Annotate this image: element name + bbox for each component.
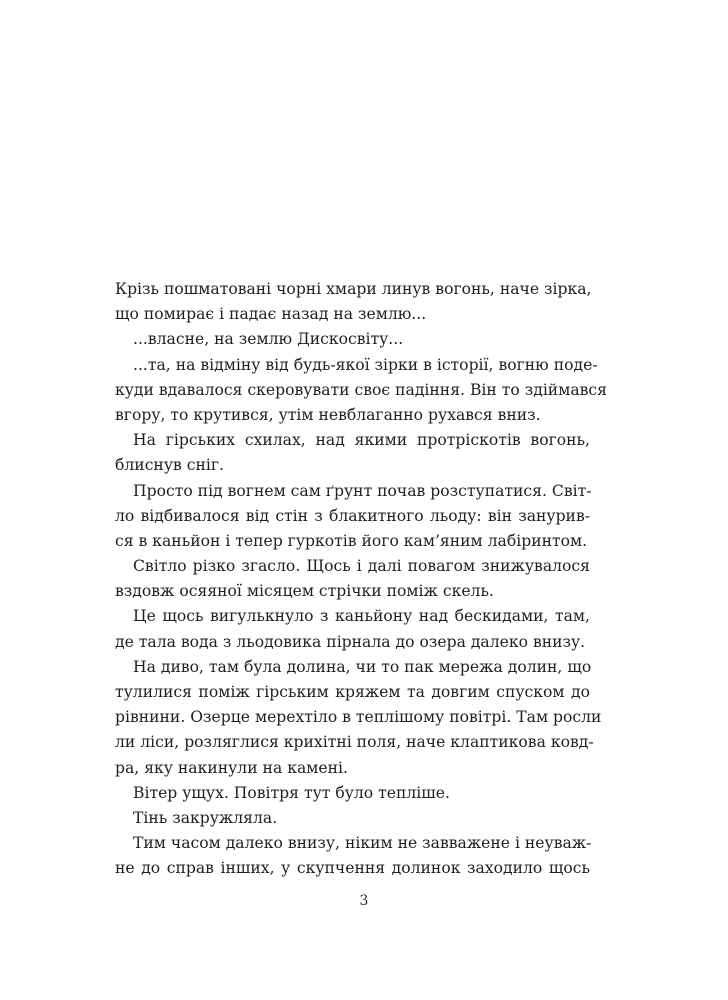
text-line: ра, яку накинули на камені. <box>115 758 348 777</box>
text-line: що помирає і падає назад на землю... <box>115 305 427 324</box>
text-line: ...власне, на землю Дискосвіту... <box>133 330 404 349</box>
text-line: вгору, то крутився, утім невблаганно рухався вниз. <box>115 405 541 424</box>
body-text <box>115 277 607 882</box>
text-line: На диво, там була долина, чи то пак мережа долин, що <box>133 657 592 676</box>
text-line: тулилися поміж гірським кряжем та довгим спуском до <box>115 683 590 701</box>
text-line: На гірських схилах, над якими протріскотів вогонь, <box>133 431 590 450</box>
text-line: вздовж осяяної місяцем стрічки поміж скель. <box>115 582 494 601</box>
text-line: Це щось вигулькнуло з каньйону над бескидами, там, <box>133 607 590 626</box>
text-line: Вітер ущух. Повітря тут було тепліше. <box>133 783 450 802</box>
text-line: куди вдавалося скеровувати своє падіння. Він то здіймався <box>115 380 607 399</box>
text-line: Тим часом далеко внизу, ніким не завважене і неуваж- <box>133 834 592 853</box>
text-line: Світло різко згасло. Щось і далі повагом знижувалося <box>133 557 590 576</box>
text-line: блиснув сніг. <box>115 456 224 475</box>
text-line: ся в каньйон і тепер гуркотів його кам’яним лабіринтом. <box>115 531 588 550</box>
text-line: рівнини. Озерце мерехтіло в теплішому повітрі. Там росли <box>115 708 602 727</box>
text-line: де тала вода з льодовика пірнала до озера далеко внизу. <box>115 632 586 651</box>
text-line: ли ліси, розляглися крихітні поля, наче клаптикова ковд- <box>115 733 594 752</box>
text-line: ло відбивалося від стін з блакитного льоду: він занурив- <box>115 506 590 525</box>
text-line: Крізь пошматовані чорні хмари линув вогонь, наче зірка, <box>115 280 592 298</box>
text-line: Тінь закружляла. <box>133 808 278 827</box>
text-line: ...та, на відміну від будь-якої зірки в історії, вогню поде- <box>133 355 598 374</box>
text-line: Просто під вогнем сам ґрунт почав розступатися. Світ- <box>133 481 592 500</box>
text-line: не до справ інших, у скупчення долинок заходило щось <box>115 859 590 878</box>
page-number: 3 <box>359 893 369 909</box>
